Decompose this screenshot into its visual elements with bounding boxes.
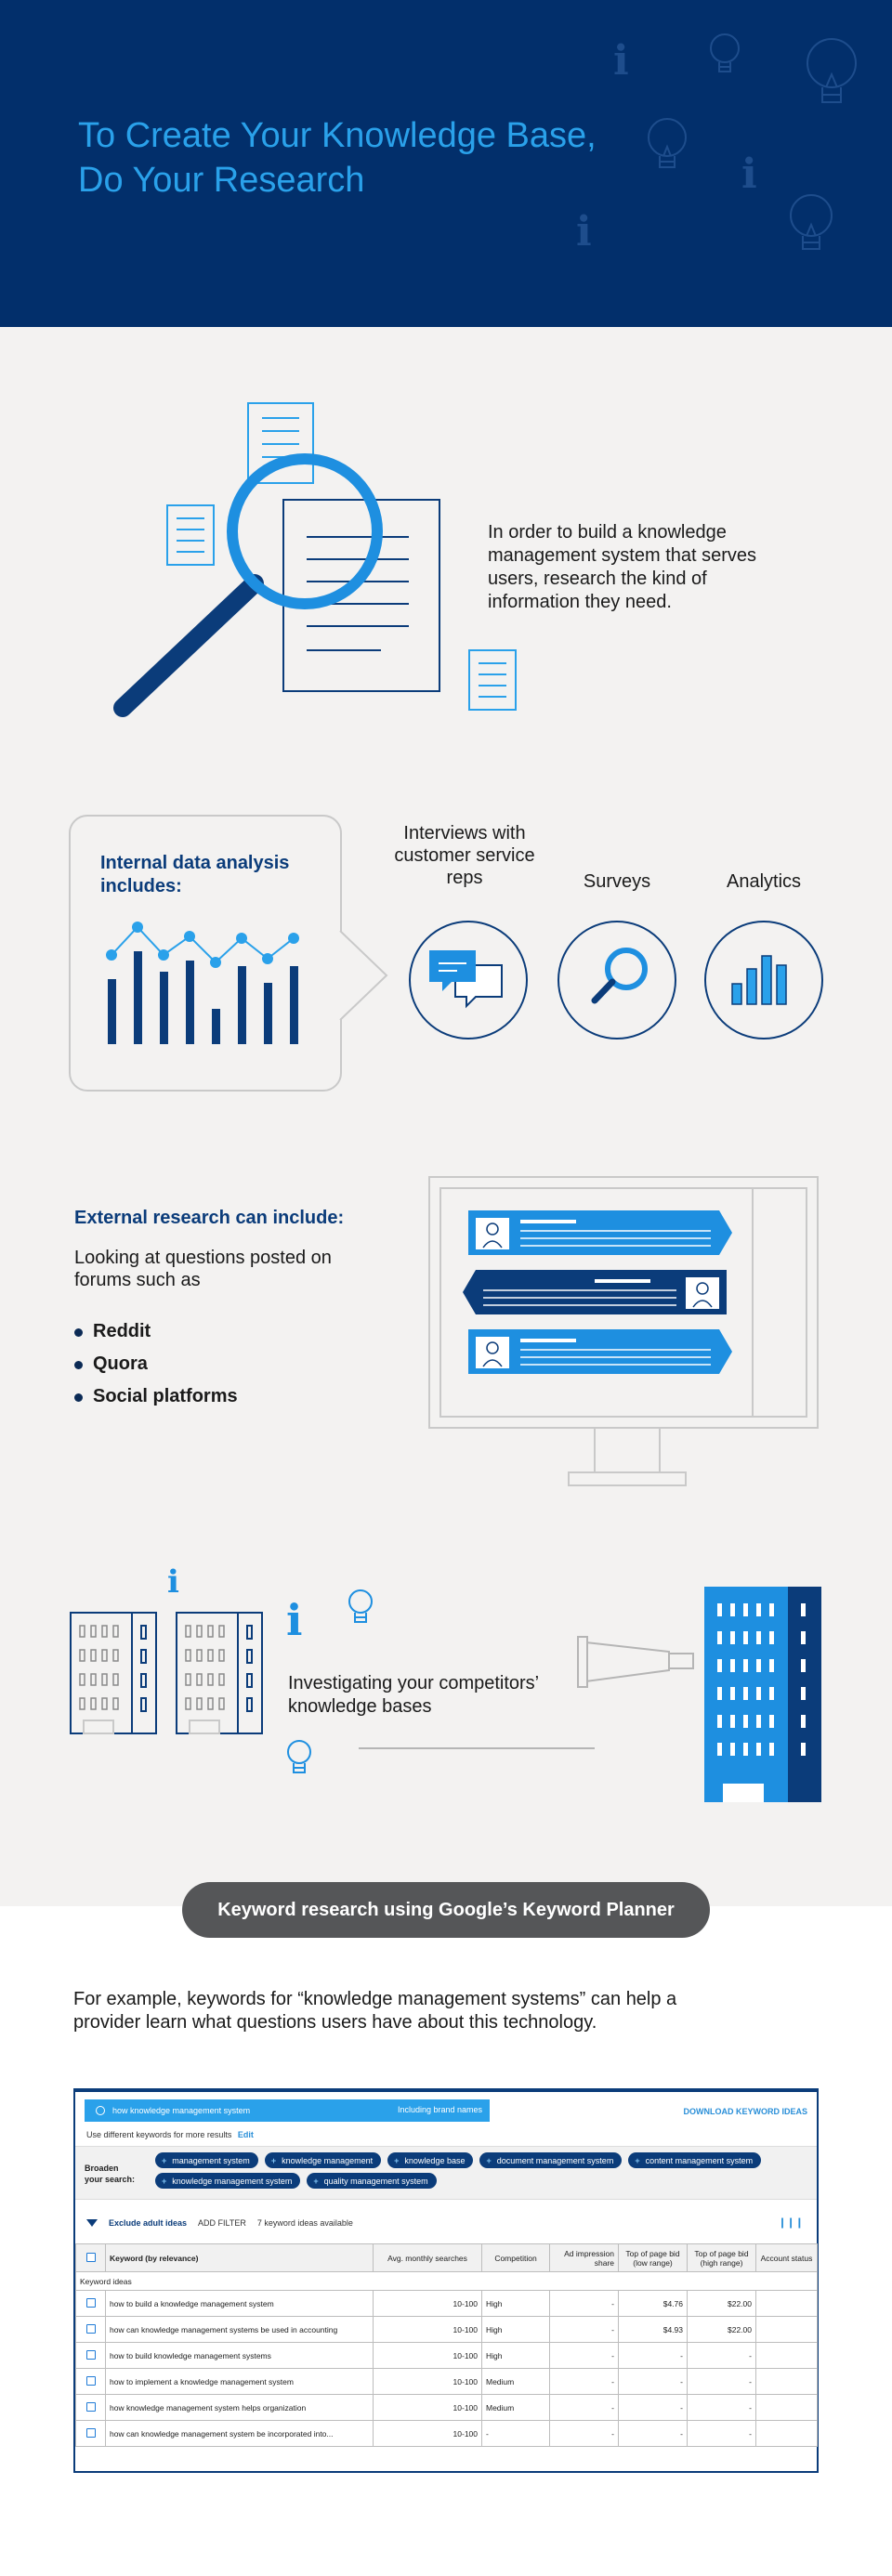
checkbox[interactable]	[86, 2376, 96, 2386]
telescope-icon	[578, 1637, 693, 1687]
chip-label: knowledge base	[404, 2155, 466, 2165]
impression-cell: -	[550, 2343, 619, 2369]
high-bid-cell: $22.00	[688, 2291, 756, 2317]
lightbulb-icon	[807, 39, 856, 102]
search-value: how knowledge management system	[112, 2106, 251, 2115]
checkbox-cell[interactable]	[76, 2395, 106, 2421]
chip-label: quality management system	[323, 2176, 428, 2186]
keyword-table	[75, 2243, 818, 2447]
group-row	[76, 2272, 818, 2291]
plus-icon: +	[486, 2155, 492, 2165]
info-icon: i	[167, 1563, 179, 1601]
competition-cell: High	[482, 2343, 550, 2369]
keyword-chip[interactable]	[387, 2152, 473, 2168]
keyword-research-heading: Keyword research using Google’s Keyword Planner	[182, 1882, 710, 1938]
plus-icon: +	[313, 2176, 319, 2186]
status-cell	[756, 2343, 818, 2369]
title-line-1: To Create Your Knowledge Base,	[78, 116, 597, 155]
column-header[interactable]: Ad impression share	[550, 2244, 619, 2272]
high-bid-cell: -	[688, 2343, 756, 2369]
column-header[interactable]: Top of page bid (high range)	[688, 2244, 756, 2272]
brand-names-toggle[interactable]: Including brand names	[397, 2105, 482, 2114]
chip-label: management system	[172, 2155, 250, 2165]
search-icon	[96, 2106, 105, 2115]
analytics-circle	[704, 921, 823, 1040]
keyword-chip[interactable]	[479, 2152, 622, 2168]
method-label-surveys: Surveys	[583, 871, 651, 892]
info-icon: i	[613, 37, 629, 85]
keyword-chip[interactable]	[307, 2173, 436, 2189]
column-header[interactable]: Keyword (by relevance)	[106, 2244, 374, 2272]
keyword-chip[interactable]	[155, 2152, 258, 2168]
searches-cell: 10-100	[374, 2291, 482, 2317]
checkbox-cell[interactable]	[76, 2317, 106, 2343]
chip-label: knowledge management	[282, 2155, 374, 2165]
top-border	[75, 2090, 817, 2092]
table-row[interactable]	[76, 2317, 818, 2343]
magnifier-handle	[123, 583, 255, 708]
checkbox[interactable]	[86, 2324, 96, 2334]
impression-cell: -	[550, 2421, 619, 2447]
lightbulb-icon	[711, 34, 739, 72]
columns-icon[interactable]: ❙❙❙	[778, 2217, 804, 2229]
bubble-pointer	[338, 929, 394, 1022]
analysis-bar-chart	[100, 909, 314, 1048]
searches-cell: 10-100	[374, 2421, 482, 2447]
document-icon	[469, 650, 516, 710]
status-cell	[756, 2291, 818, 2317]
keyword-chip[interactable]	[155, 2173, 300, 2189]
plus-icon: +	[635, 2155, 640, 2165]
impression-cell: -	[550, 2291, 619, 2317]
checkbox-cell[interactable]	[76, 2421, 106, 2447]
searches-cell: 10-100	[374, 2369, 482, 2395]
filter-bar	[86, 2218, 353, 2228]
info-icon: i	[741, 150, 757, 198]
keyword-example-text: For example, keywords for “knowledge management systems” can help a provider learn what questions users have about this technology.	[73, 1989, 677, 2033]
searches-cell: 10-100	[374, 2343, 482, 2369]
hint-text: Use different keywords for more results	[86, 2130, 232, 2139]
column-header[interactable]: Account status	[756, 2244, 818, 2272]
different-keywords-hint	[86, 2130, 254, 2139]
keyword-cell: how can knowledge management systems be used in accounting	[106, 2317, 374, 2343]
surveys-circle	[558, 921, 676, 1040]
low-bid-cell: $4.93	[619, 2317, 688, 2343]
forum-item: Reddit	[74, 1315, 238, 1348]
checkbox[interactable]	[86, 2428, 96, 2438]
competition-cell: High	[482, 2317, 550, 2343]
add-filter-button[interactable]: ADD FILTER	[198, 2218, 246, 2228]
low-bid-cell: $4.76	[619, 2291, 688, 2317]
impression-cell: -	[550, 2395, 619, 2421]
edit-link[interactable]: Edit	[237, 2130, 254, 2139]
monitor-illustration	[427, 1175, 822, 1491]
competition-cell: Medium	[482, 2369, 550, 2395]
bar-chart-icon	[706, 922, 821, 1038]
plus-icon: +	[270, 2155, 277, 2165]
status-cell	[756, 2317, 818, 2343]
competitors-text: Investigating your competitors’ knowledge bases	[288, 1673, 539, 1717]
forum-item: Social platforms	[74, 1380, 238, 1413]
plus-icon: +	[394, 2155, 400, 2165]
checkbox[interactable]	[86, 2402, 96, 2412]
low-bid-cell: -	[619, 2421, 688, 2447]
table-row[interactable]	[76, 2343, 818, 2369]
external-research-title: External research can include:	[74, 1208, 345, 1228]
external-research-body: Looking at questions posted on forums such as	[74, 1248, 332, 1290]
checkbox-cell[interactable]	[76, 2369, 106, 2395]
keyword-cell: how to implement a knowledge management system	[106, 2369, 374, 2395]
keyword-chip[interactable]	[265, 2152, 381, 2168]
high-bid-cell: -	[688, 2395, 756, 2421]
interviews-circle	[409, 921, 528, 1040]
high-bid-cell: $22.00	[688, 2317, 756, 2343]
column-header[interactable]: Competition	[482, 2244, 550, 2272]
keyword-search-box[interactable]	[85, 2099, 490, 2122]
table-row[interactable]	[76, 2291, 818, 2317]
broaden-search-bar	[75, 2146, 817, 2200]
searches-cell: 10-100	[374, 2317, 482, 2343]
checkbox[interactable]	[86, 2253, 96, 2262]
magnifier-icon	[559, 922, 675, 1038]
high-bid-cell: -	[688, 2369, 756, 2395]
plus-icon: +	[162, 2176, 167, 2186]
checkbox[interactable]	[86, 2350, 96, 2360]
download-keyword-ideas-button[interactable]: DOWNLOAD KEYWORD IDEAS	[683, 2107, 807, 2116]
checkbox-cell[interactable]	[76, 2291, 106, 2317]
internal-analysis-title: Internal data analysis includes:	[100, 853, 290, 896]
status-cell	[756, 2421, 818, 2447]
keyword-cell: how can knowledge management system be incorporated into...	[106, 2421, 374, 2447]
research-illustration	[102, 390, 530, 734]
status-cell	[756, 2395, 818, 2421]
competition-cell: Medium	[482, 2395, 550, 2421]
keyword-cell: how to build a knowledge management system	[106, 2291, 374, 2317]
column-header[interactable]: Top of page bid (low range)	[619, 2244, 688, 2272]
keyword-cell: how to build knowledge management systems	[106, 2343, 374, 2369]
title-line-2: Do Your Research	[78, 161, 365, 200]
document-icon	[283, 500, 439, 691]
low-bid-cell: -	[619, 2369, 688, 2395]
ideas-count: 7 keyword ideas available	[256, 2218, 353, 2228]
competition-cell: -	[482, 2421, 550, 2447]
filter-icon[interactable]	[86, 2219, 98, 2227]
lightbulb-icon	[791, 195, 832, 249]
column-header[interactable]: Avg. monthly searches	[374, 2244, 482, 2272]
table-row[interactable]	[76, 2369, 818, 2395]
intro-text: In order to build a knowledge management system that serves users, research the kind of information they need.	[488, 522, 757, 612]
chip-label: knowledge management system	[172, 2176, 293, 2186]
searches-cell: 10-100	[374, 2395, 482, 2421]
exclude-adult-filter[interactable]: Exclude adult ideas	[109, 2218, 188, 2228]
low-bid-cell: -	[619, 2395, 688, 2421]
low-bid-cell: -	[619, 2343, 688, 2369]
info-icon: i	[576, 208, 592, 255]
keyword-planner-screenshot	[73, 2088, 819, 2473]
chat-bubbles-icon	[411, 922, 526, 1038]
lightbulb-icon	[349, 1590, 372, 1622]
status-cell	[756, 2369, 818, 2395]
table-row[interactable]	[76, 2395, 818, 2421]
chip-label: document management system	[496, 2155, 614, 2165]
checkbox[interactable]	[86, 2298, 96, 2308]
group-label: Keyword ideas	[76, 2272, 818, 2291]
checkbox-cell[interactable]	[76, 2343, 106, 2369]
table-row[interactable]	[76, 2421, 818, 2447]
broaden-label: Broaden your search:	[85, 2164, 136, 2184]
select-all-cell[interactable]	[76, 2244, 106, 2272]
chip-label: content management system	[645, 2155, 754, 2165]
keyword-chip[interactable]	[628, 2152, 761, 2168]
competition-cell: High	[482, 2291, 550, 2317]
impression-cell: -	[550, 2317, 619, 2343]
forum-list	[74, 1315, 238, 1413]
header-banner	[0, 0, 892, 327]
high-bid-cell: -	[688, 2421, 756, 2447]
method-label-analytics: Analytics	[726, 871, 802, 892]
keyword-cell: how knowledge management system helps organization	[106, 2395, 374, 2421]
page-title	[78, 113, 673, 203]
method-label-interviews: Interviews with customer service reps	[394, 823, 535, 888]
keyword-chips	[155, 2152, 806, 2189]
table-header-row	[76, 2244, 818, 2272]
document-icon	[167, 505, 214, 565]
info-icon: i	[286, 1595, 303, 1645]
forum-item: Quora	[74, 1348, 238, 1380]
impression-cell: -	[550, 2369, 619, 2395]
lightbulb-icon	[288, 1741, 310, 1772]
plus-icon: +	[162, 2155, 167, 2165]
